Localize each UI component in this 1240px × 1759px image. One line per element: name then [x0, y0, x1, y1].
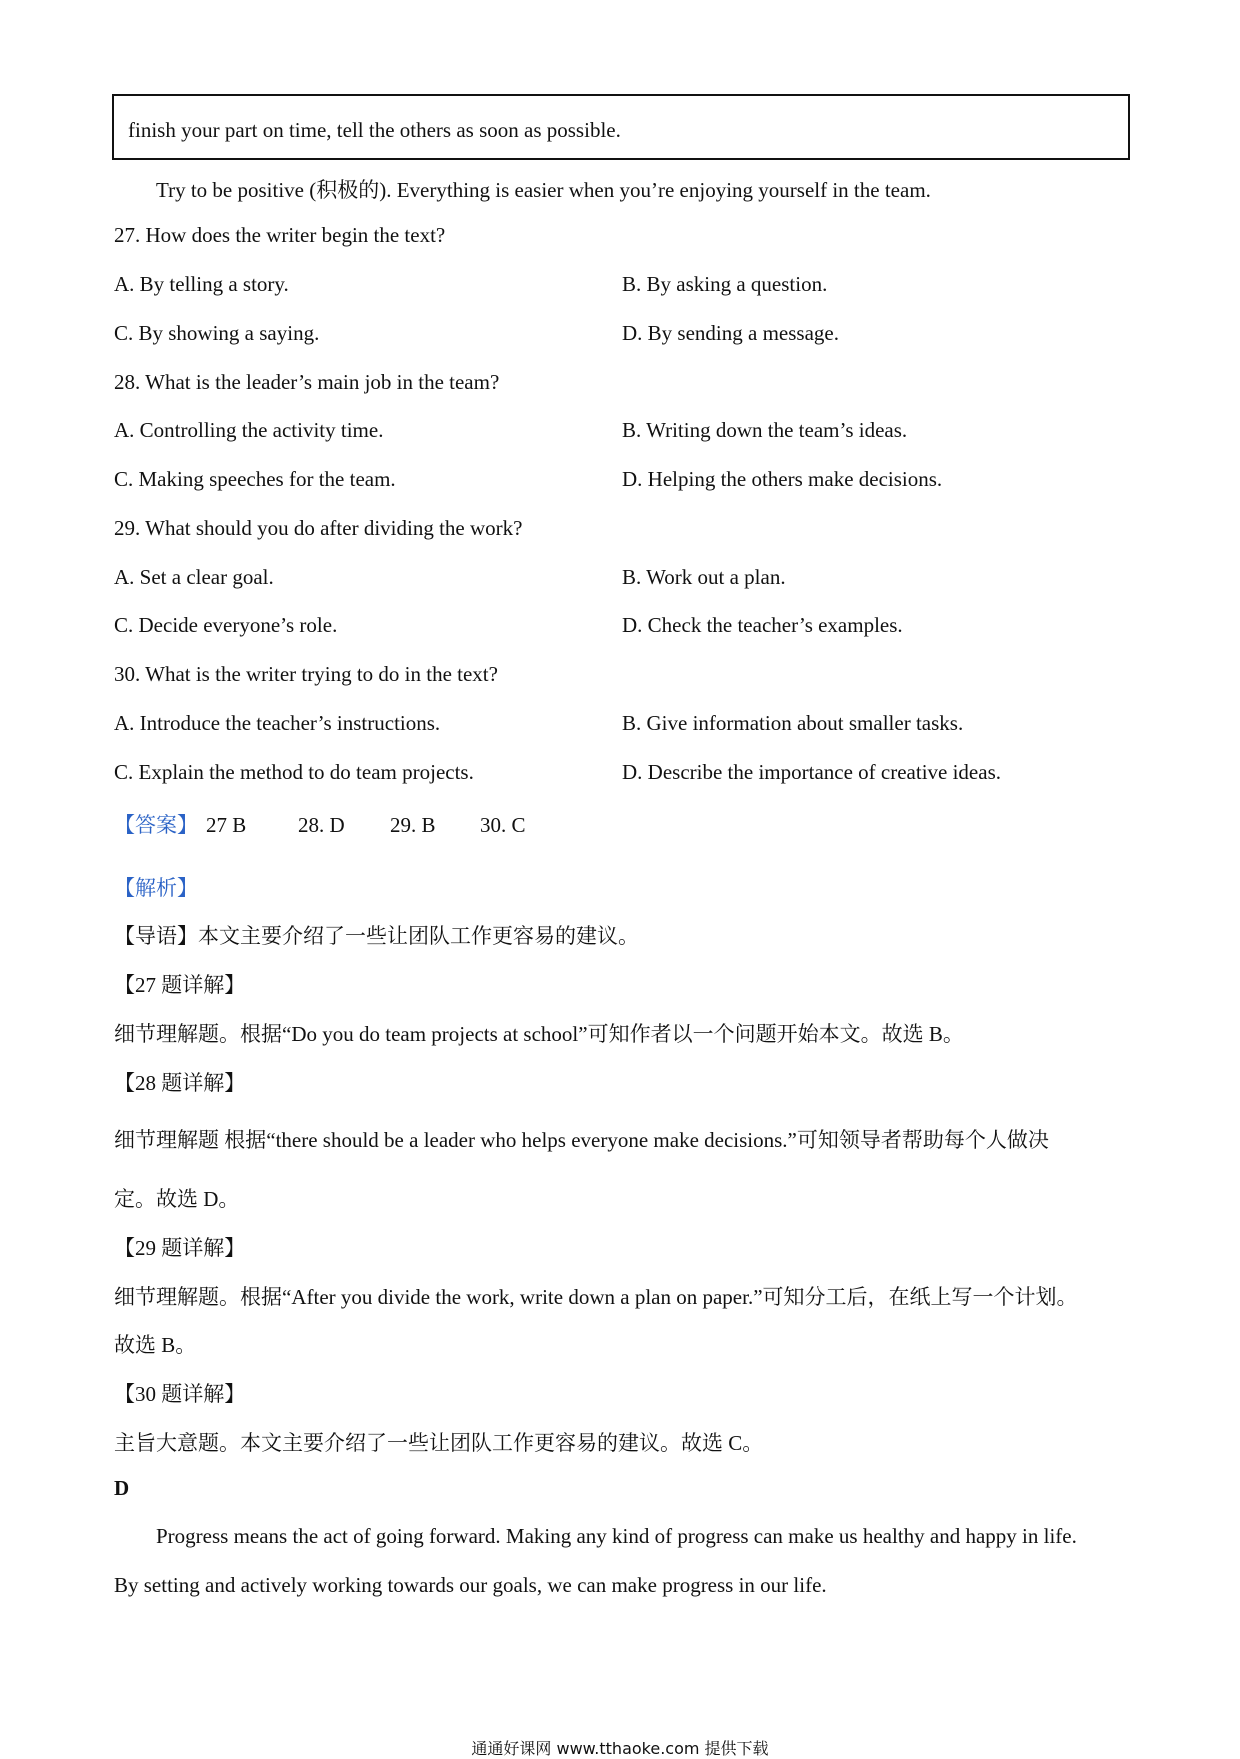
- detail-29-label: 【29 题详解】: [114, 1236, 246, 1260]
- section-d-heading: D: [114, 1476, 130, 1500]
- q28-option-b: B. Writing down the team’s ideas.: [622, 418, 908, 442]
- detail-30-text: 主旨大意题。本文主要介绍了一些让团队工作更容易的建议。故选 C。: [114, 1431, 764, 1455]
- q27-option-c: C. By showing a saying.: [114, 321, 320, 345]
- answer-label: 【答案】: [114, 813, 198, 837]
- q30-option-a: A. Introduce the teacher’s instructions.: [114, 711, 441, 735]
- passage-continuation: finish your part on time, tell the others as soon as possible.: [128, 118, 621, 142]
- detail-27-label: 【27 题详解】: [114, 973, 246, 997]
- analysis-label: 【解析】: [114, 876, 198, 900]
- intro-label: 【导语】: [114, 924, 198, 948]
- q27-option-b: B. By asking a question.: [622, 272, 828, 296]
- q27-option-a: A. By telling a story.: [114, 272, 289, 296]
- q30-option-d: D. Describe the importance of creative ideas.: [622, 760, 1001, 784]
- detail-30-label: 【30 题详解】: [114, 1382, 246, 1406]
- passage-box: [112, 94, 1130, 160]
- detail-28-text-line2: 定。故选 D。: [114, 1187, 240, 1211]
- q29-option-d: D. Check the teacher’s examples.: [622, 613, 903, 637]
- question-28: 28. What is the leader’s main job in the team?: [114, 370, 500, 394]
- page-footer: 通通好课网 www.tthaoke.com 提供下载: [471, 1739, 769, 1758]
- answer-29: 29. B: [390, 813, 436, 837]
- answer-28: 28. D: [298, 813, 345, 837]
- q29-option-a: A. Set a clear goal.: [114, 565, 274, 589]
- section-d-paragraph-line1: Progress means the act of going forward. Making any kind of progress can make us healthy and happy in life.: [156, 1524, 1077, 1548]
- detail-28-label: 【28 题详解】: [114, 1071, 246, 1095]
- q27-option-d: D. By sending a message.: [622, 321, 839, 345]
- answer-30: 30. C: [480, 813, 526, 837]
- q28-option-a: A. Controlling the activity time.: [114, 418, 384, 442]
- detail-27-text: 细节理解题。根据“Do you do team projects at school”可知作者以一个问题开始本文。故选 B。: [114, 1022, 964, 1046]
- question-27: 27. How does the writer begin the text?: [114, 223, 446, 247]
- question-29: 29. What should you do after dividing the work?: [114, 516, 523, 540]
- q29-option-b: B. Work out a plan.: [622, 565, 786, 589]
- intro-text: 本文主要介绍了一些让团队工作更容易的建议。: [198, 924, 639, 948]
- detail-29-text-line2: 故选 B。: [114, 1333, 197, 1357]
- passage-final-paragraph: Try to be positive (积极的). Everything is easier when you’re enjoying yourself in the team.: [156, 178, 931, 202]
- intro-row: [114, 920, 639, 950]
- answer-27: 27 B: [206, 813, 247, 837]
- q28-option-c: C. Making speeches for the team.: [114, 467, 396, 491]
- q29-option-c: C. Decide everyone’s role.: [114, 613, 338, 637]
- answer-row: [114, 809, 526, 839]
- detail-29-text-line1: 细节理解题。根据“After you divide the work, write down a plan on paper.”可知分工后，在纸上写一个计划。: [114, 1285, 1078, 1309]
- question-30: 30. What is the writer trying to do in the text?: [114, 662, 498, 686]
- detail-28-text-line1: 细节理解题 根据“there should be a leader who helps everyone make decisions.”可知领导者帮助每个人做决: [114, 1128, 1049, 1152]
- section-d-paragraph-line2: By setting and actively working towards our goals, we can make progress in our life.: [114, 1573, 827, 1597]
- q30-option-b: B. Give information about smaller tasks.: [622, 711, 964, 735]
- q30-option-c: C. Explain the method to do team projects.: [114, 760, 474, 784]
- q28-option-d: D. Helping the others make decisions.: [622, 467, 943, 491]
